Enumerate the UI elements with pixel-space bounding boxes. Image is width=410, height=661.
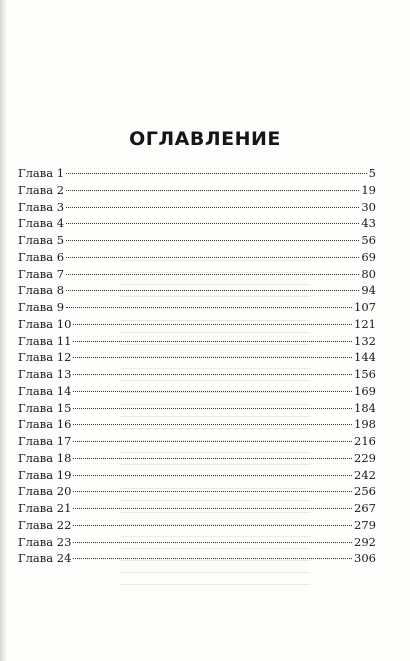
toc-entry-label: Глава 6 [18, 249, 65, 264]
page-title: ОГЛАВЛЕНИЕ [129, 128, 281, 150]
toc-entry-label: Глава 2 [18, 182, 65, 197]
toc-entry-label: Глава 8 [18, 283, 65, 298]
dot-leader [66, 306, 352, 308]
toc-entry[interactable] [18, 299, 376, 316]
dot-leader [73, 541, 352, 543]
toc-entry-page-number: 242 [354, 467, 376, 482]
table-of-contents [18, 165, 376, 567]
toc-entry[interactable] [18, 266, 376, 283]
toc-entry-page-number: 30 [361, 199, 376, 214]
toc-entry-page-number: 184 [354, 400, 376, 415]
toc-entry-page-number: 19 [361, 182, 376, 197]
toc-entry-label: Глава 17 [18, 434, 72, 448]
toc-entry[interactable] [18, 483, 376, 500]
toc-entry-page-number: 216 [354, 434, 376, 448]
page-edge [0, 0, 6, 661]
toc-entry-label: Глава 4 [18, 216, 65, 231]
toc-entry[interactable] [18, 249, 376, 266]
toc-entry-label: Глава 9 [18, 300, 65, 314]
toc-entry-page-number: 267 [354, 501, 376, 515]
toc-entry-label: Глава 21 [18, 501, 72, 515]
dot-leader [73, 524, 352, 526]
toc-entry-page-number: 198 [354, 417, 376, 432]
toc-entry[interactable] [18, 534, 376, 551]
dot-leader [73, 356, 352, 358]
toc-entry[interactable] [18, 550, 376, 567]
toc-entry[interactable] [18, 333, 376, 350]
toc-entry-label: Глава 7 [18, 266, 65, 281]
toc-entry-label: Глава 10 [18, 316, 72, 331]
toc-entry[interactable] [18, 450, 376, 467]
dot-leader [73, 323, 352, 325]
toc-entry-page-number: 229 [354, 450, 376, 465]
toc-entry-page-number: 279 [354, 517, 376, 532]
toc-entry-page-number: 169 [354, 383, 376, 398]
toc-entry-page-number: 306 [354, 551, 376, 566]
toc-entry-label: Глава 12 [18, 350, 72, 365]
dot-leader [73, 490, 352, 492]
toc-entry-label: Глава 22 [18, 517, 72, 532]
toc-entry-page-number: 121 [354, 316, 376, 331]
dot-leader [66, 189, 359, 191]
toc-entry-label: Глава 16 [18, 417, 72, 432]
toc-entry[interactable] [18, 467, 376, 484]
toc-entry-label: Глава 24 [18, 551, 72, 566]
toc-entry-page-number: 156 [354, 367, 376, 381]
toc-entry-page-number: 43 [361, 216, 376, 231]
toc-entry-label: Глава 15 [18, 400, 72, 415]
dot-leader [73, 340, 352, 342]
toc-entry-label: Глава 11 [18, 333, 72, 348]
toc-entry[interactable] [18, 165, 376, 182]
toc-entry[interactable] [18, 433, 376, 450]
dot-leader [73, 373, 352, 375]
toc-entry[interactable] [18, 316, 376, 333]
toc-entry-page-number: 107 [354, 300, 376, 314]
dot-leader [66, 239, 359, 241]
toc-entry-page-number: 132 [354, 333, 376, 348]
toc-entry-page-number: 69 [361, 249, 376, 264]
dot-leader [73, 474, 352, 476]
toc-entry[interactable] [18, 416, 376, 433]
toc-entry[interactable] [18, 199, 376, 216]
toc-entry-label: Глава 23 [18, 534, 72, 549]
toc-entry-label: Глава 1 [18, 166, 65, 180]
dot-leader [73, 457, 352, 459]
toc-entry[interactable] [18, 215, 376, 232]
toc-entry[interactable] [18, 366, 376, 383]
toc-entry-page-number: 144 [354, 350, 376, 365]
dot-leader [66, 222, 359, 224]
toc-entry-page-number: 5 [368, 166, 376, 180]
dot-leader [73, 390, 352, 392]
toc-entry-page-number: 80 [361, 266, 376, 281]
dot-leader [73, 407, 352, 409]
toc-entry-page-number: 256 [354, 484, 376, 499]
toc-entry-label: Глава 13 [18, 367, 72, 381]
dot-leader [73, 440, 352, 442]
toc-entry[interactable] [18, 349, 376, 366]
dot-leader [66, 273, 359, 275]
dot-leader [66, 172, 367, 174]
dot-leader [73, 423, 352, 425]
toc-entry-label: Глава 20 [18, 484, 72, 499]
toc-entry-label: Глава 19 [18, 467, 72, 482]
toc-entry[interactable] [18, 383, 376, 400]
toc-entry-page-number: 292 [354, 534, 376, 549]
dot-leader [66, 289, 359, 291]
toc-entry[interactable] [18, 500, 376, 517]
toc-entry[interactable] [18, 282, 376, 299]
toc-entry[interactable] [18, 400, 376, 417]
dot-leader [73, 557, 352, 559]
dot-leader [66, 206, 359, 208]
toc-entry[interactable] [18, 232, 376, 249]
toc-entry-label: Глава 18 [18, 450, 72, 465]
toc-entry-page-number: 56 [361, 233, 376, 247]
dot-leader [66, 256, 359, 258]
toc-entry[interactable] [18, 517, 376, 534]
toc-entry-page-number: 94 [361, 283, 376, 298]
toc-entry-label: Глава 3 [18, 199, 65, 214]
dot-leader [73, 507, 352, 509]
toc-entry[interactable] [18, 182, 376, 199]
toc-entry-label: Глава 14 [18, 383, 72, 398]
toc-entry-label: Глава 5 [18, 233, 65, 247]
